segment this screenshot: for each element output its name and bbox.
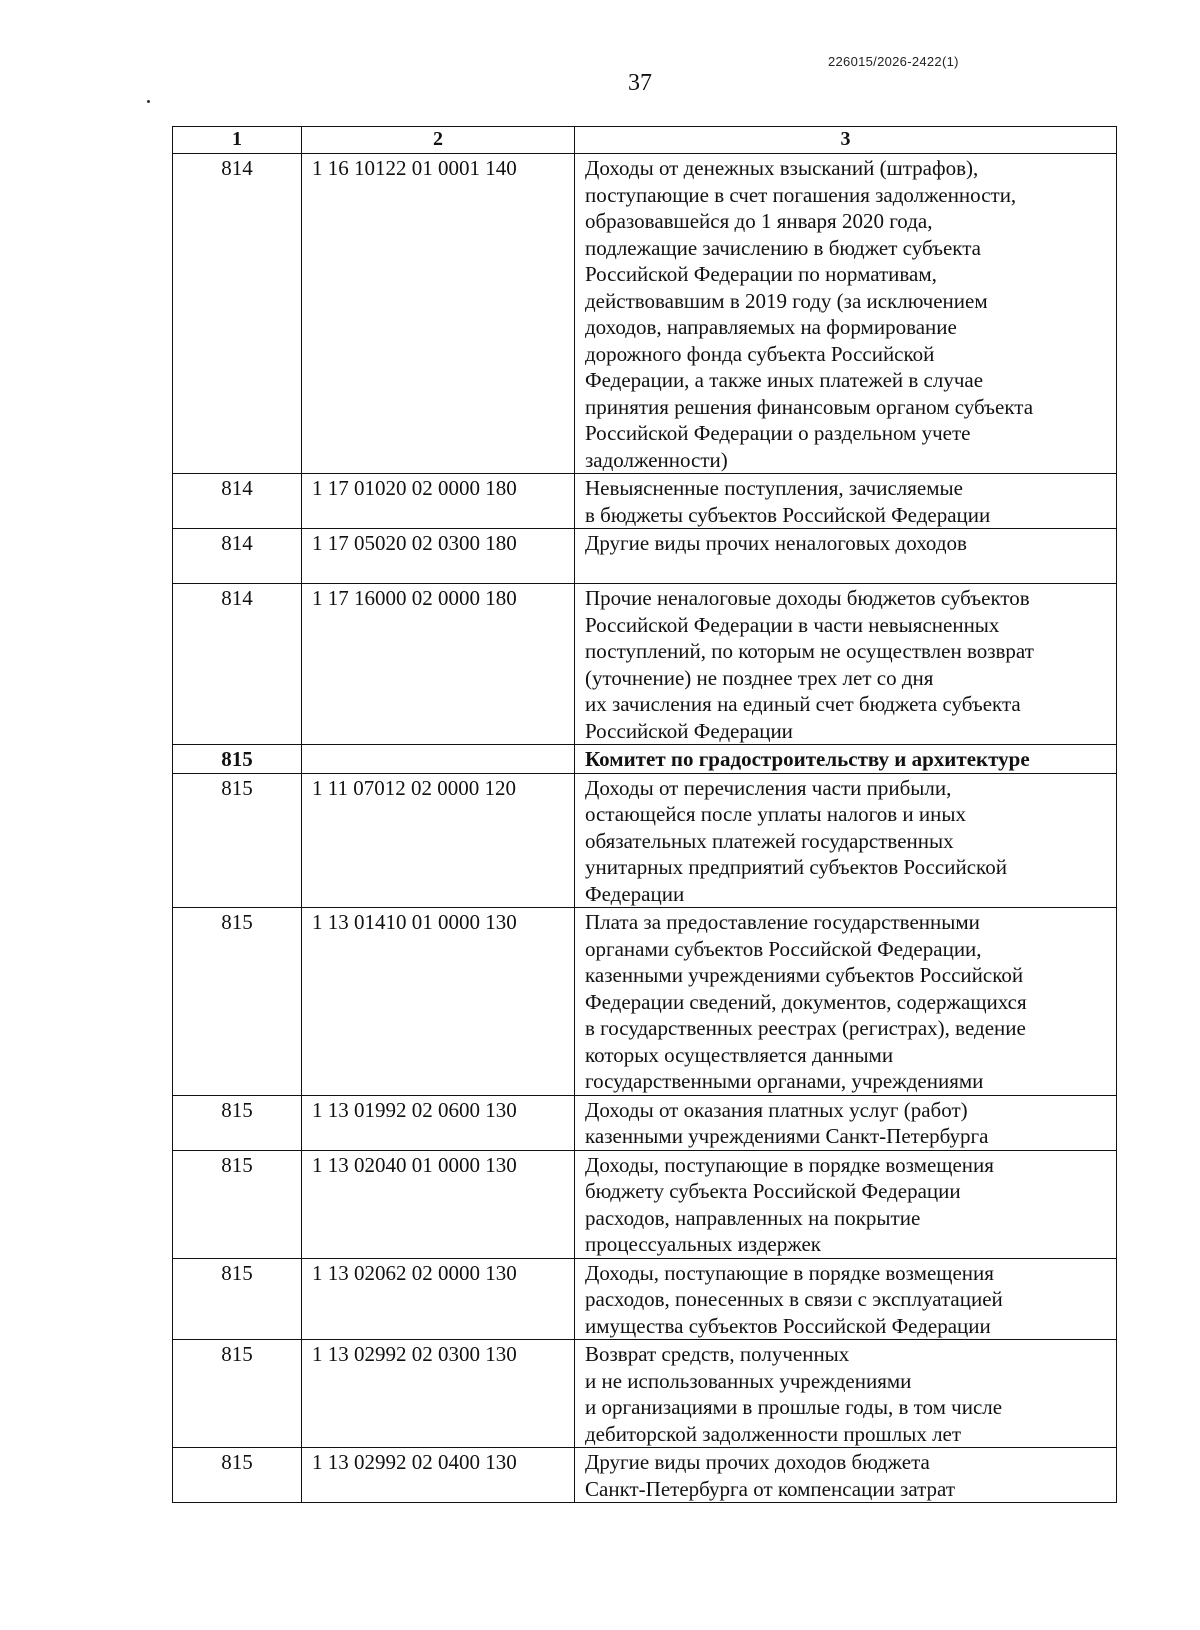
description-line: Российской Федерации [585,718,793,743]
table-row [173,529,1117,584]
administrator-code-cell: 814 [173,529,302,584]
description-line: образовавшейся до 1 января 2020 года, [585,209,933,233]
description-line: органами субъектов Российской Федерации, [585,936,982,961]
description-line: и организациями в прошлые годы, в том числе [585,1395,1003,1419]
administrator-code-cell: 814 [173,584,302,745]
description-line: Доходы от перечисления части прибыли, [585,775,952,800]
description-line: Российской Федерации по нормативам, [585,262,937,286]
revenue-codes-table-container [172,126,1116,1503]
description-line: дебиторской задолженности прошлых лет [585,1421,962,1446]
description-line: действовавшим в 2019 году (за исключением [585,288,988,313]
administrator-code-cell: 815 [173,1448,302,1503]
description-line: унитарных предприятий субъектов Российской [585,855,1007,879]
description-line: Комитет по градостроительству и архитектуре [585,747,1030,771]
description-line: Прочие неналоговые доходы бюджетов субъектов [585,586,1030,610]
table-row [173,773,1117,908]
description-line: казенными учреждениями субъектов Российской [585,963,1024,987]
description-line: задолженности) [585,447,728,472]
description-cell [575,154,1117,474]
description-line [585,557,1112,584]
description-cell [575,474,1117,529]
description-line: Доходы, поступающие в порядке возмещения [585,1260,994,1285]
description-line: подлежащие зачислению в бюджет субъекта [585,235,981,260]
administrator-code-cell: 814 [173,474,302,529]
description-line: Федерации сведений, документов, содержащихся [585,989,1027,1014]
description-line: обязательных платежей государственных [585,828,954,853]
table-row [173,745,1117,774]
description-cell [575,1150,1117,1258]
column-header-2: 2 [302,127,575,154]
description-line: (уточнение) не позднее трех лет со дня [585,665,934,690]
revenue-code-cell: 1 13 01992 02 0600 130 [302,1095,575,1150]
administrator-code-cell: 815 [173,1095,302,1150]
description-cell [575,1095,1117,1150]
description-line: в государственных реестрах (регистрах), ведение [585,1016,1026,1040]
column-header-1: 1 [173,127,302,154]
description-line: процессуальных издержек [585,1232,821,1256]
description-line: Федерации, а также иных платежей в случае [585,368,984,392]
description-line: остающейся после уплаты налогов и иных [585,802,966,826]
description-line: и не использованных учреждениями [585,1368,912,1393]
revenue-code-cell: 1 13 01410 01 0000 130 [302,908,575,1096]
administrator-code-cell: 815 [173,773,302,908]
revenue-code-cell [302,745,575,774]
document-id: 226015/2026-2422(1) [828,54,959,69]
description-line: дорожного фонда субъекта Российской [585,341,935,366]
column-header-3: 3 [575,127,1117,154]
description-line: поступающие в счет погашения задолженности, [585,182,1017,207]
description-line: Плата за предоставление государственными [585,910,980,934]
description-line: Федерации [585,881,685,906]
description-line: Возврат средств, полученных [585,1342,850,1366]
description-cell [575,1340,1117,1448]
description-line: Доходы от денежных взысканий (штрафов), [585,156,979,180]
description-line: принятия решения финансовым органом субъекта [585,394,1034,419]
table-row [173,474,1117,529]
description-line: Российской Федерации о раздельном учете [585,421,971,445]
description-cell [575,745,1117,774]
scan-speck [147,100,150,103]
revenue-code-cell: 1 13 02062 02 0000 130 [302,1258,575,1340]
table-header-row [173,127,1117,154]
description-cell [575,773,1117,908]
description-line: их зачисления на единый счет бюджета субъекта [585,692,1021,716]
administrator-code-cell: 815 [173,908,302,1096]
revenue-code-cell: 1 13 02040 01 0000 130 [302,1150,575,1258]
table-row [173,1340,1117,1448]
description-line: государственными органами, учреждениями [585,1069,984,1093]
table-body [173,154,1117,1503]
description-cell [575,1448,1117,1503]
administrator-code-cell: 814 [173,154,302,474]
description-cell [575,584,1117,745]
table-row [173,1258,1117,1340]
description-line: Другие виды прочих неналоговых доходов [585,531,967,555]
revenue-code-cell: 1 17 05020 02 0300 180 [302,529,575,584]
administrator-code-cell: 815 [173,745,302,774]
table-row [173,1150,1117,1258]
description-line: в бюджеты субъектов Российской Федерации [585,502,991,527]
description-cell [575,529,1117,584]
description-line: казенными учреждениями Санкт-Петербурга [585,1124,989,1148]
page-number: 37 [628,70,652,96]
revenue-code-cell: 1 13 02992 02 0300 130 [302,1340,575,1448]
description-line: которых осуществляется данными [585,1042,894,1067]
administrator-code-cell: 815 [173,1150,302,1258]
table-row [173,154,1117,474]
revenue-code-cell: 1 11 07012 02 0000 120 [302,773,575,908]
description-line: бюджету субъекта Российской Федерации [585,1179,961,1203]
description-line: имущества субъектов Российской Федерации [585,1313,991,1338]
description-line: Невыясненные поступления, зачисляемые [585,476,963,500]
description-line: расходов, направленных на покрытие [585,1205,921,1230]
description-line: доходов, направляемых на формирование [585,315,957,339]
description-line: Доходы, поступающие в порядке возмещения [585,1152,994,1177]
description-cell [575,1258,1117,1340]
description-cell [575,908,1117,1096]
revenue-code-cell: 1 17 01020 02 0000 180 [302,474,575,529]
description-line: поступлений, по которым не осуществлен возврат [585,639,1034,663]
description-line: Российской Федерации в части невыясненных [585,612,1000,637]
revenue-codes-table [172,126,1117,1503]
description-line: Другие виды прочих доходов бюджета [585,1450,930,1474]
description-line: Санкт-Петербурга от компенсации затрат [585,1476,956,1501]
revenue-code-cell: 1 17 16000 02 0000 180 [302,584,575,745]
revenue-code-cell: 1 16 10122 01 0001 140 [302,154,575,474]
administrator-code-cell: 815 [173,1258,302,1340]
description-line: Доходы от оказания платных услуг (работ) [585,1097,968,1122]
table-row [173,1095,1117,1150]
table-row [173,584,1117,745]
table-row [173,1448,1117,1503]
revenue-code-cell: 1 13 02992 02 0400 130 [302,1448,575,1503]
table-row [173,908,1117,1096]
description-line: расходов, понесенных в связи с эксплуатацией [585,1287,1003,1311]
administrator-code-cell: 815 [173,1340,302,1448]
